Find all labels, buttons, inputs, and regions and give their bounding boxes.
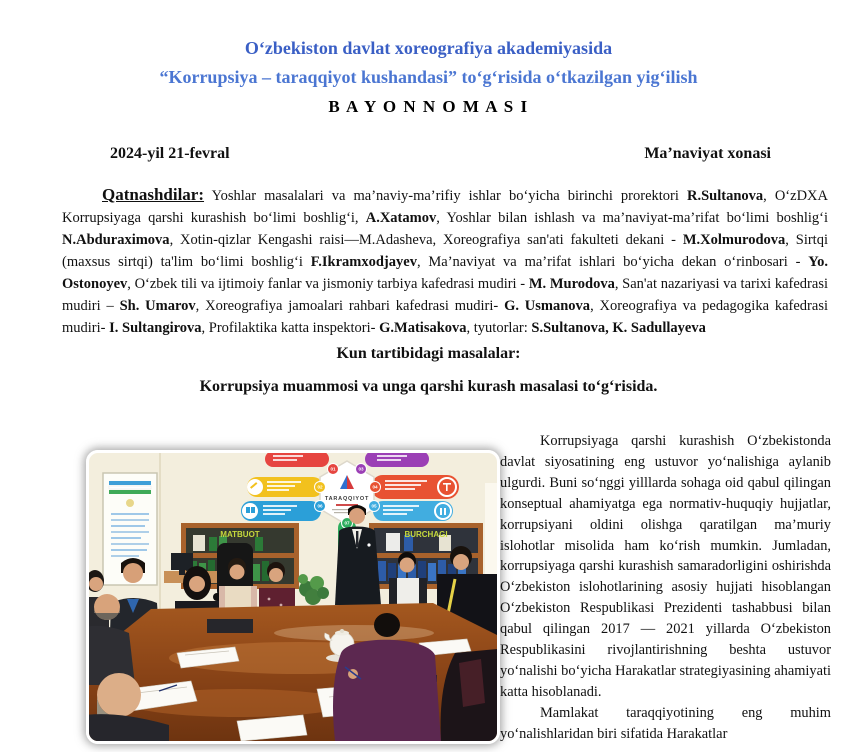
svg-text:03: 03 (358, 466, 364, 472)
participants-label: Qatnashdilar: (102, 185, 205, 204)
meeting-date: 2024-yil 21-fevral (110, 145, 230, 162)
document-title-line2: “Korrupsiya – taraqqiyot kushandasi” to‘g‘risida o‘tkazilgan yig‘ilish (159, 67, 698, 87)
document-title-line1: O‘zbekiston davlat xoreografiya akademiyasida (244, 38, 613, 58)
agenda-item: Korrupsiya muammosi va unga qarshi kurash masalasi to‘g‘risida. (199, 378, 658, 395)
svg-text:06: 06 (317, 503, 323, 509)
article-paragraph-1: Korrupsiyaga qarshi kurashish O‘zbekistonda davlat siyosatining eng ustuvor yo‘nalishiga aylanib ulgurdi. Buni so‘nggi yilllarda sohaga oid qabul qilingan konseptual ahamiyatga ega normativ-huquqiy hujjatlar, korrupsiyani oldini olishga qaratilgan ma’muriy islohotlar misolida ham ko‘rish mumkin. Jumladan, korrupsiyaga qarshi kurashish samaradorligini oshirishda O‘zbekiston islohotlarining asosiy hujjati hisoblangan O‘zbekiston Respublikasi Prezidenti tashabbusi bilan qabul qilingan 2017 — 2021 yillarda O‘zbekiston Respublikasini rivojlantirishning beshta ustuvor yo‘nalishi bo‘yicha Harakatlar strategiyasining ahamiyati katta hisoblanadi. (500, 433, 831, 700)
meeting-location: Ma’naviyat xonasi (644, 145, 771, 162)
svg-text:01: 01 (330, 466, 336, 472)
article-column (500, 431, 831, 745)
svg-text:07: 07 (344, 520, 350, 526)
article-paragraph-2: Mamlakat taraqqiyotining eng muhim yo‘nalishlaridan biri sifatida Harakatlar (500, 704, 831, 742)
meeting-photo-scene (89, 453, 497, 741)
svg-text:05: 05 (371, 503, 377, 509)
document-title-bayonnoma: B A Y O N N O M A S I (328, 97, 529, 116)
shelf-label-matbuot: MATBUOT (220, 530, 260, 539)
meeting-photo (86, 450, 500, 744)
taraqqiyot-banner-label: TARAQQIYOT (324, 496, 370, 502)
shelf-label-burchagi: BURCHAGI (404, 530, 448, 539)
agenda-heading: Kun tartibidagi masalalar: (336, 345, 521, 362)
svg-text:04: 04 (372, 484, 378, 490)
woman-writing (333, 640, 441, 741)
meta-row (0, 145, 857, 163)
participants-list: Yoshlar masalalari va ma’naviy-ma’rifiy ishlar bo‘yicha birinchi prorektori R.Sultanova, O‘zDXA Korrupsiyaga qarshi kurashish bo‘limi boshlig‘i, A.Xatamov, Yoshlar bilan ishlash va ma’naviyat-ma’rifat bo‘limi boshlig‘i N.Abduraximova, Xotin-qizlar Kengashi raisi—M.Adasheva, Xoreografiya san'ati fakulteti dekani - M.Xolmurodova, Sirtqi (maxsus sirtqi) ta'lim bo‘limi boshlig‘i F.Ikramxodjayev, Ma’naviyat va ma’rifat ishlari bo‘yicha dekan o‘rinbosari - Yo. Ostonoyev, O‘zbek tili va ijtimoiy fanlar va jismoniy tarbiya kafedrasi mudiri - M. Murodova, San'at nazariyasi va tarixi kafedrasi mudiri – Sh. Umarov, Xoreografiya jamoalari rahbari kafedrasi mudiri- G. Usmanova, Xoreografiya va pedagogika kafedrasi mudiri- I. Sultangirova, Profilaktika katta inspektori- G.Matisakova, tyutorlar: S.Sultanova, K. Sadullayeva (62, 188, 828, 336)
svg-text:02: 02 (317, 484, 323, 490)
participants-paragraph (62, 184, 828, 339)
